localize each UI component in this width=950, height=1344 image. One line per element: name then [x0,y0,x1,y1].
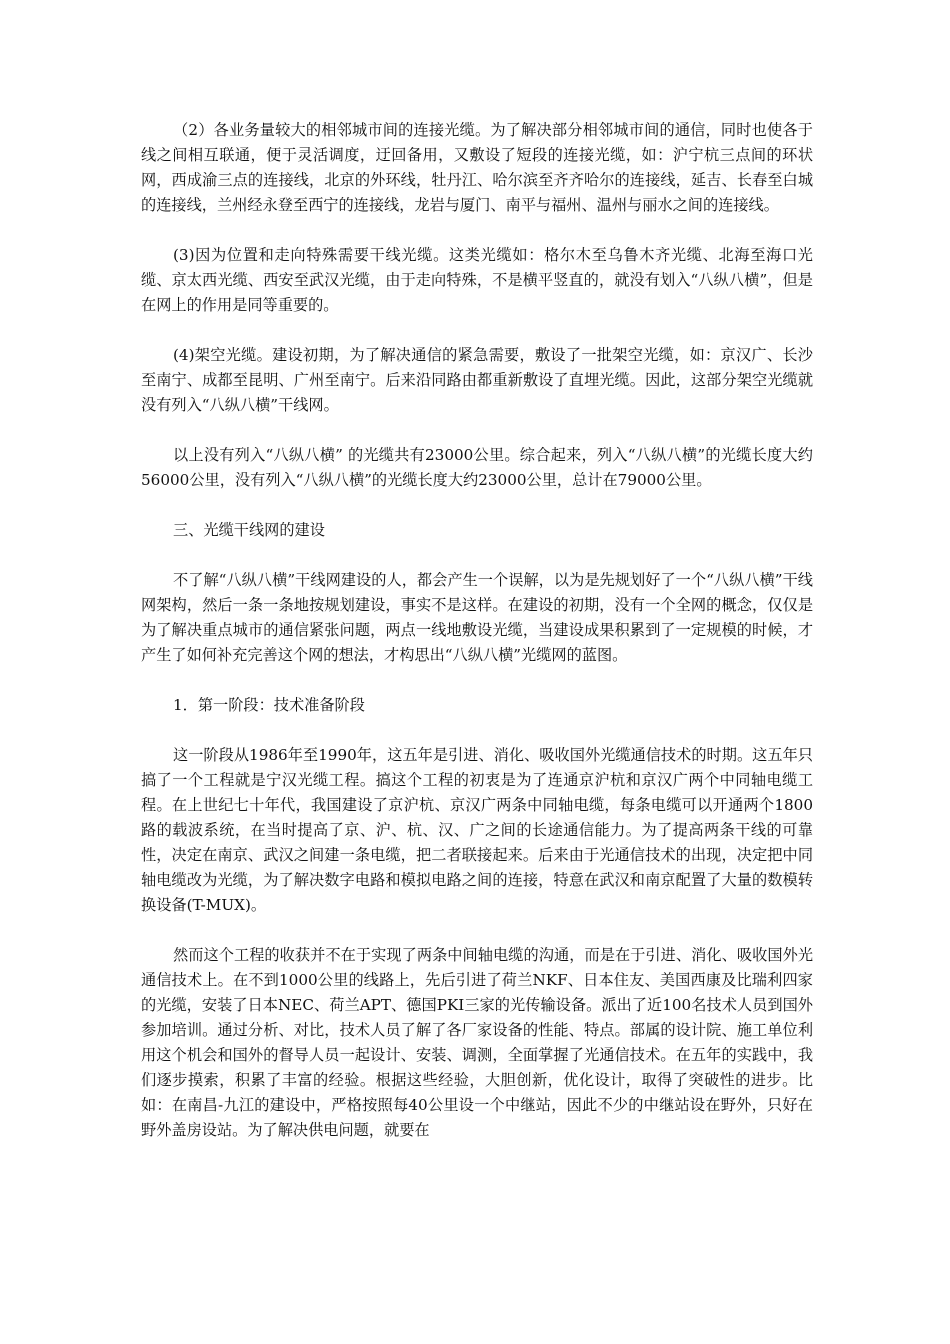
paragraph-cable-length-summary: 以上没有列入“八纵八横” 的光缆共有23000公里。综合起来，列入“八纵八横”的光缆长度大约56000公里，没有列入“八纵八横”的光缆长度大约23000公里，总计在79000公里。 [141,446,813,489]
paragraph-ning-han-project: 这一阶段从1986年至1990年，这五年是引进、消化、吸收国外光缆通信技术的时期。这五年只搞了一个工程就是宁汉光缆工程。搞这个工程的初衷是为了连通京沪杭和京汉广两个中同轴电缆工程。在上世纪七十年代，我国建设了京沪杭、京汉广两条中同轴电缆，每条电缆可以开通两个1800路的载波系统，在当时提高了京、沪、杭、汉、广之间的长途通信能力。为了提高两条干线的可靠性，决定在南京、武汉之间建一条电缆，把二者联接起来。后来由于光通信技术的出现，决定把中同轴电缆改为光缆，为了解决数字电路和模拟电路之间的连接，特意在武汉和南京配置了大量的数模转换设备(T-MUX)。 [141,746,813,914]
paragraph-special-route-cables: (3)因为位置和走向特殊需要干线光缆。这类光缆如：格尔木至乌鲁木齐光缆、北海至海口光缆、京太西光缆、西安至武汉光缆，由于走向特殊，不是横平竖直的，就没有划入“八纵八横”，但是在网上的作用是同等重要的。 [141,246,813,314]
paragraph-network-misconception: 不了解“八纵八横”干线网建设的人，都会产生一个误解，以为是先规划好了一个“八纵八横”干线网架构，然后一条一条地按规划建设，事实不是这样。在建设的初期，没有一个全网的概念，仅仅是为了解决重点城市的通信紧张问题，两点一线地敷设光缆，当建设成果积累到了一定规模的时候，才产生了如何补充完善这个网的想法，才构思出“八纵八横”光缆网的蓝图。 [141,571,813,664]
section-heading-trunk-network-construction: 三、光缆干线网的建设 [173,521,325,539]
paragraph-connecting-cables: （2）各业务量较大的相邻城市间的连接光缆。为了解决部分相邻城市间的通信，同时也使各于线之间相互联通，便于灵活调度，迂回备用，又敷设了短段的连接光缆，如：沪宁杭三点间的环状网，西成渝三点的连接线，北京的外环线，牡丹江、哈尔滨至齐齐哈尔的连接线，延吉、长春至白城的连接线，兰州经永登至西宁的连接线，龙岩与厦门、南平与福州、温州与丽水之间的连接线。 [141,121,813,214]
paragraph-technology-absorption: 然而这个工程的收获并不在于实现了两条中间轴电缆的沟通，而是在于引进、消化、吸收国外光通信技术上。在不到1000公里的线路上，先后引进了荷兰NKF、日本住友、美国西康及比瑞利四家的光缆，安装了日本NEC、荷兰APT、德国PKI三家的光传输设备。派出了近100名技术人员到国外参加培训。通过分析、对比，技术人员了解了各厂家设备的性能、特点。部属的设计院、施工单位利用这个机会和国外的督导人员一起设计、安装、调测，全面掌握了光通信技术。在五年的实践中，我们逐步摸索，积累了丰富的经验。根据这些经验，大胆创新，优化设计，取得了突破性的进步。比如：在南昌-九江的建设中，严格按照每40公里设一个中继站，因此不少的中继站设在野外，只好在野外盖房设站。为了解决供电问题，就要在 [141,946,813,1139]
paragraph-aerial-cables: (4)架空光缆。建设初期，为了解决通信的紧急需要，敷设了一批架空光缆，如：京汉广、长沙至南宁、成都至昆明、广州至南宁。后来沿同路由都重新敷设了直埋光缆。因此，这部分架空光缆就没有列入“八纵八横”干线网。 [141,346,813,414]
document-page [141,118,813,1168]
subsection-heading-stage-one: 1．第一阶段：技术准备阶段 [173,696,365,714]
